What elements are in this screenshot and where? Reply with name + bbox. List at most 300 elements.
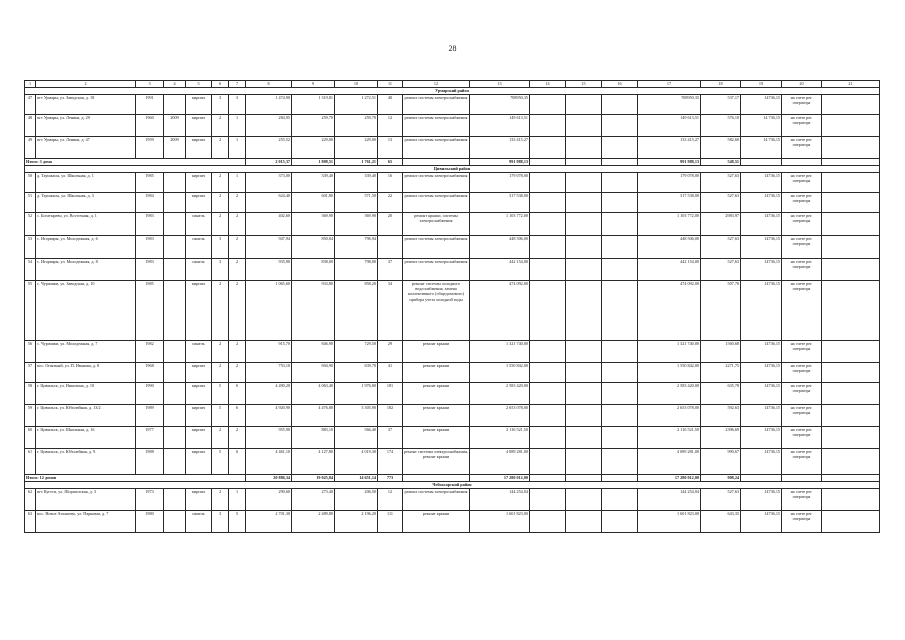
cell-c17: 2 653 078,00 <box>638 405 701 427</box>
cell-floors: 5 <box>212 449 229 475</box>
cell-c18: 527,63 <box>701 259 741 281</box>
cell-work: ремонт системы электроснабжения <box>403 236 470 259</box>
cell-area: 753,10 <box>246 363 292 383</box>
cell-year2 <box>164 213 186 236</box>
cell-c19: 14736,15 <box>741 281 782 341</box>
cell-area_res: 229,00 <box>335 137 378 159</box>
cell-c17: 1 601 823,00 <box>638 511 701 533</box>
total-c21 <box>822 159 880 166</box>
cell-c17: 1 550 842,00 <box>638 363 701 383</box>
district-name: Цивильский район <box>25 166 880 173</box>
table-row <box>25 405 880 427</box>
cell-address: пгт Кугеси, ул. Шоршелская, д. 3 <box>36 489 136 511</box>
cell-c15 <box>566 363 602 383</box>
column-number-3: 3 <box>136 81 164 88</box>
cell-c15 <box>566 405 602 427</box>
cell-cost: 179 078,00 <box>470 173 530 193</box>
cell-n: 51 <box>25 193 36 213</box>
cell-people: 111 <box>378 511 403 533</box>
cell-work: ремонт системы электроснабжения, ремонт крыши <box>403 449 470 475</box>
cell-c20: на счете рег. оператора <box>782 115 822 137</box>
cell-people: 34 <box>378 281 403 341</box>
column-number-21: 21 <box>822 81 880 88</box>
cell-year2 <box>164 193 186 213</box>
cell-c21 <box>822 363 880 383</box>
cell-c18: 527,63 <box>701 173 741 193</box>
cell-c19: 14736,15 <box>741 259 782 281</box>
total-c14 <box>530 159 566 166</box>
cell-area: 1 065,60 <box>246 281 292 341</box>
total-c15 <box>566 159 602 166</box>
cell-entrances: 1 <box>229 137 246 159</box>
cell-c21 <box>822 95 880 115</box>
cell-material: панель <box>186 259 212 281</box>
cell-year2 <box>164 383 186 405</box>
cell-c16 <box>602 383 638 405</box>
total-area-living: 1 808,51 <box>292 159 335 166</box>
cell-year2 <box>164 427 186 449</box>
cell-year2 <box>164 405 186 427</box>
cell-year: 1983 <box>136 213 164 236</box>
cell-c19: 14 736,15 <box>741 115 782 137</box>
cell-c15 <box>566 236 602 259</box>
cell-c16 <box>602 236 638 259</box>
cell-material: панель <box>186 236 212 259</box>
table-row <box>25 115 880 137</box>
cell-c16 <box>602 489 638 511</box>
cell-c18: 527,63 <box>701 236 741 259</box>
cell-cost: 2 583 420,00 <box>470 383 530 405</box>
cell-area_living: 4 476,80 <box>292 405 335 427</box>
cell-c20: на счете рег. оператора <box>782 173 822 193</box>
cell-year2: 2009 <box>164 115 186 137</box>
cell-c17: 442 154,00 <box>638 259 701 281</box>
cell-c20: на счете рег. оператора <box>782 489 822 511</box>
cell-address: пгт Урмары, ул. Заводская, д. 18 <box>36 95 136 115</box>
cell-cost: 708950,35 <box>470 95 530 115</box>
cell-area_living: 339,40 <box>292 173 335 193</box>
page-number: 28 <box>448 44 457 53</box>
cell-n: 60 <box>25 427 36 449</box>
cell-c16 <box>602 173 638 193</box>
cell-floors: 3 <box>212 95 229 115</box>
cell-people: 29 <box>378 341 403 363</box>
cell-area_res: 369,90 <box>335 213 378 236</box>
cell-address: с. Богатырево, ул. Восточная, д. 1 <box>36 213 136 236</box>
cell-people: 174 <box>378 449 403 475</box>
column-number-5: 5 <box>186 81 212 88</box>
cell-c19: 14736,15 <box>741 405 782 427</box>
total-c14 <box>530 475 566 482</box>
cell-entrances: 3 <box>229 95 246 115</box>
cell-floors: 2 <box>212 137 229 159</box>
cell-area_res: 1 272,51 <box>335 95 378 115</box>
cell-year: 1989 <box>136 405 164 427</box>
total-c17: 17 280 012,00 <box>638 475 701 482</box>
cell-c19: 14736,15 <box>741 95 782 115</box>
cell-c15 <box>566 137 602 159</box>
cell-area_res: 796,94 <box>335 236 378 259</box>
total-area-living: 19 025,84 <box>292 475 335 482</box>
column-number-18: 18 <box>701 81 741 88</box>
cell-year2 <box>164 341 186 363</box>
cell-c21 <box>822 281 880 341</box>
cell-year: 1985 <box>136 281 164 341</box>
cell-people: 16 <box>378 173 403 193</box>
cell-floors: 2 <box>212 427 229 449</box>
cell-area_res: 798,00 <box>335 259 378 281</box>
cell-year2 <box>164 259 186 281</box>
cell-year: 1984 <box>136 193 164 213</box>
cell-c17: 448 506,00 <box>638 236 701 259</box>
cell-c19: 14736,15 <box>741 489 782 511</box>
cell-c17: 1 103 772,00 <box>638 213 701 236</box>
total-area: 2 015,37 <box>246 159 292 166</box>
cell-area_living: 1 319,81 <box>292 95 335 115</box>
cell-cost: 2 116 521,50 <box>470 427 530 449</box>
cell-address: пгт Урмары, ул. Ленина, д. 29 <box>36 115 136 137</box>
cell-year: 1959 <box>136 137 164 159</box>
table-row <box>25 449 880 475</box>
district-header-row <box>25 88 880 95</box>
table-row <box>25 383 880 405</box>
cell-n: 54 <box>25 259 36 281</box>
cell-c19: 14736,15 <box>741 449 782 475</box>
total-c16 <box>602 475 638 482</box>
cell-address: с. Чурачики, ул. Молодежная, д. 7 <box>36 341 136 363</box>
cell-c18: 537,17 <box>701 95 741 115</box>
cell-material: панель <box>186 511 212 533</box>
cell-work: ремонт крыши <box>403 427 470 449</box>
cell-year2: 2009 <box>164 137 186 159</box>
cell-c17: 179 078,00 <box>638 173 701 193</box>
table-row <box>25 137 880 159</box>
cell-material: кирпич <box>186 281 212 341</box>
cell-n: 56 <box>25 341 36 363</box>
cell-people: 181 <box>378 383 403 405</box>
cell-work: ремонт системы электроснабжения <box>403 193 470 213</box>
column-number-row <box>25 81 880 88</box>
cell-c21 <box>822 489 880 511</box>
table-row <box>25 236 880 259</box>
cell-cost: 2 653 078,00 <box>470 405 530 427</box>
cell-year2 <box>164 511 186 533</box>
cell-material: кирпич <box>186 363 212 383</box>
cell-c16 <box>602 137 638 159</box>
cell-area: 290,60 <box>246 489 292 511</box>
cell-c20: на счете рег. оператора <box>782 427 822 449</box>
cell-year: 1960 <box>136 115 164 137</box>
cell-area: 373,00 <box>246 173 292 193</box>
cell-c17: 4 089 281,00 <box>638 449 701 475</box>
cell-area_living: 229,00 <box>292 137 335 159</box>
cell-c15 <box>566 213 602 236</box>
cell-work: ремонт крыши <box>403 363 470 383</box>
cell-address: г. Цивильск, ул. Никитина, д. 10 <box>36 383 136 405</box>
cell-year2 <box>164 449 186 475</box>
table-row <box>25 193 880 213</box>
cell-n: 55 <box>25 281 36 341</box>
cell-cost: 317 538,00 <box>470 193 530 213</box>
cell-c14 <box>530 95 566 115</box>
cell-cost: 448 506,00 <box>470 236 530 259</box>
cell-c14 <box>530 259 566 281</box>
cell-year2 <box>164 236 186 259</box>
cell-c20: на счете рег. оператора <box>782 405 822 427</box>
cell-entrances: 2 <box>229 427 246 449</box>
cell-work: ремонт системы электроснабжения <box>403 115 470 137</box>
cell-c18: 527,63 <box>701 489 741 511</box>
cell-c19: 14736,15 <box>741 213 782 236</box>
column-number-1: 1 <box>25 81 36 88</box>
cell-floors: 5 <box>212 383 229 405</box>
cell-n: 62 <box>25 489 36 511</box>
cell-area_res: 566,40 <box>335 427 378 449</box>
column-number-12: 12 <box>403 81 470 88</box>
cell-floors: 2 <box>212 281 229 341</box>
repair-register-table <box>24 80 880 533</box>
cell-n: 50 <box>25 173 36 193</box>
cell-cost: 149 613,51 <box>470 115 530 137</box>
cell-c14 <box>530 173 566 193</box>
cell-c14 <box>530 449 566 475</box>
cell-people: 41 <box>378 363 403 383</box>
cell-c19: 14736,15 <box>741 236 782 259</box>
cell-c17: 474 092,00 <box>638 281 701 341</box>
cell-c14 <box>530 213 566 236</box>
cell-floors: 2 <box>212 341 229 363</box>
column-number-11: 11 <box>378 81 403 88</box>
cell-area_res: 729,50 <box>335 341 378 363</box>
cell-people: 20 <box>378 213 403 236</box>
district-total-row <box>25 159 880 166</box>
cell-area_living: 4 127,80 <box>292 449 335 475</box>
total-c17: 991 988,13 <box>638 159 701 166</box>
total-c18: 548,51 <box>701 159 741 166</box>
cell-c16 <box>602 213 638 236</box>
cell-people: 13 <box>378 137 403 159</box>
cell-entrances: 6 <box>229 449 246 475</box>
cell-address: пос. Опытный, ул. П. Иванова, д. 8 <box>36 363 136 383</box>
cell-c21 <box>822 405 880 427</box>
cell-work: ремонт крыши <box>403 341 470 363</box>
cell-area_living: 369,90 <box>292 213 335 236</box>
cell-material: кирпич <box>186 115 212 137</box>
cell-c16 <box>602 511 638 533</box>
table-row <box>25 427 880 449</box>
table-row <box>25 173 880 193</box>
cell-area: 4 920,90 <box>246 405 292 427</box>
cell-year: 1988 <box>136 449 164 475</box>
column-number-16: 16 <box>602 81 638 88</box>
table-row <box>25 213 880 236</box>
cell-n: 48 <box>25 115 36 137</box>
cell-c15 <box>566 427 602 449</box>
cell-area: 4 461,10 <box>246 449 292 475</box>
cell-c21 <box>822 173 880 193</box>
cell-year: 1983 <box>136 259 164 281</box>
cell-c20: на счете рег. оператора <box>782 341 822 363</box>
cell-work: ремонт системы электроснабжения <box>403 137 470 159</box>
cell-year2 <box>164 95 186 115</box>
cell-area_living: 2 489,80 <box>292 511 335 533</box>
cell-c17: 149 613,51 <box>638 115 701 137</box>
cell-work: ремонт системы электроснабжения <box>403 173 470 193</box>
cell-work: ремонт системы электроснабжения <box>403 95 470 115</box>
cell-c21 <box>822 511 880 533</box>
column-number-9: 9 <box>292 81 335 88</box>
cell-material: кирпич <box>186 405 212 427</box>
cell-entrances: 5 <box>229 511 246 533</box>
district-name: Урмарский район <box>25 88 880 95</box>
cell-material: панель <box>186 213 212 236</box>
cell-address: пгт Урмары, ул. Ленина, д. 47 <box>36 137 136 159</box>
cell-c15 <box>566 383 602 405</box>
cell-material: кирпич <box>186 427 212 449</box>
district-total-row <box>25 475 880 482</box>
cell-c19: 14 736,15 <box>741 137 782 159</box>
cell-c16 <box>602 449 638 475</box>
cell-area: 1 474,90 <box>246 95 292 115</box>
cell-year: 1985 <box>136 173 164 193</box>
cell-area: 915,70 <box>246 341 292 363</box>
total-c19 <box>741 159 782 166</box>
cell-n: 61 <box>25 449 36 475</box>
cell-floors: 3 <box>212 259 229 281</box>
cell-area: 402,60 <box>246 213 292 236</box>
cell-c20: на счете рег. оператора <box>782 281 822 341</box>
cell-people: 37 <box>378 259 403 281</box>
cell-c14 <box>530 281 566 341</box>
total-people: 65 <box>378 159 403 166</box>
cell-c20: на счете рег. оператора <box>782 511 822 533</box>
cell-entrances: 1 <box>229 489 246 511</box>
cell-area_living: 273,40 <box>292 489 335 511</box>
cell-material: кирпич <box>186 95 212 115</box>
total-label: Итого: 3 дома <box>25 159 246 166</box>
column-number-7: 7 <box>229 81 246 88</box>
cell-c16 <box>602 115 638 137</box>
column-number-19: 19 <box>741 81 782 88</box>
cell-address: д. Таушкасы, ул. Школьная, д. 1 <box>36 173 136 193</box>
total-cost: 17 280 012,00 <box>470 475 530 482</box>
cell-c15 <box>566 193 602 213</box>
cell-material: кирпич <box>186 193 212 213</box>
total-area-residential: 14 651,14 <box>335 475 378 482</box>
column-number-13: 13 <box>470 81 530 88</box>
cell-c21 <box>822 427 880 449</box>
total-people: 773 <box>378 475 403 482</box>
cell-c16 <box>602 281 638 341</box>
cell-c16 <box>602 363 638 383</box>
cell-c18: 527,63 <box>701 193 741 213</box>
cell-n: 49 <box>25 137 36 159</box>
cell-c18: 576,10 <box>701 115 741 137</box>
cell-work: ремонт крыши <box>403 383 470 405</box>
cell-c14 <box>530 427 566 449</box>
cell-c20: на счете рег. оператора <box>782 193 822 213</box>
cell-entrances: 6 <box>229 383 246 405</box>
cell-c16 <box>602 193 638 213</box>
cell-area_res: 639,70 <box>335 363 378 383</box>
cell-c17: 2 583 420,00 <box>638 383 701 405</box>
cell-area: 624,40 <box>246 193 292 213</box>
cell-address: с. Игорвары, ул. Молодежная, д. 6 <box>36 236 136 259</box>
cell-c14 <box>530 383 566 405</box>
cell-c21 <box>822 383 880 405</box>
cell-cost: 133 415,27 <box>470 137 530 159</box>
cell-c19: 14736,15 <box>741 511 782 533</box>
cell-area_living: 601,80 <box>292 193 335 213</box>
cell-area_res: 4 019,30 <box>335 449 378 475</box>
cell-c18: 582,60 <box>701 137 741 159</box>
cell-year: 1982 <box>136 341 164 363</box>
cell-year: 1990 <box>136 383 164 405</box>
table-row <box>25 259 880 281</box>
cell-entrances: 2 <box>229 236 246 259</box>
cell-entrances: 6 <box>229 405 246 427</box>
cell-c20: на счете рег. оператора <box>782 213 822 236</box>
cell-c14 <box>530 489 566 511</box>
cell-address: с. Игорвары, ул. Молодежная, д. 8 <box>36 259 136 281</box>
cell-n: 58 <box>25 383 36 405</box>
cell-area_res: 571,50 <box>335 193 378 213</box>
cell-area_living: 694,90 <box>292 363 335 383</box>
cell-year2 <box>164 363 186 383</box>
column-number-14: 14 <box>530 81 566 88</box>
cell-entrances: 2 <box>229 193 246 213</box>
cell-area_res: 259,70 <box>335 115 378 137</box>
cell-c16 <box>602 405 638 427</box>
cell-n: 53 <box>25 236 36 259</box>
cell-c19: 14736,15 <box>741 193 782 213</box>
cell-work: ремонт крыши, системы электроснабжения <box>403 213 470 236</box>
cell-year2 <box>164 281 186 341</box>
cell-c18: 635,78 <box>701 383 741 405</box>
cell-people: 37 <box>378 427 403 449</box>
cell-floors: 2 <box>212 115 229 137</box>
cell-c18: 990,67 <box>701 449 741 475</box>
cell-floors: 3 <box>212 511 229 533</box>
column-number-20: 20 <box>782 81 822 88</box>
cell-area_res: 2 196,20 <box>335 511 378 533</box>
cell-c19: 14736,15 <box>741 363 782 383</box>
cell-cost: 442 154,00 <box>470 259 530 281</box>
cell-area_living: 846,90 <box>292 341 335 363</box>
cell-c17: 2 116 521,50 <box>638 427 701 449</box>
district-header-row <box>25 166 880 173</box>
cell-c21 <box>822 341 880 363</box>
cell-c15 <box>566 511 602 533</box>
cell-year: 1977 <box>136 427 164 449</box>
cell-cost: 1 550 842,00 <box>470 363 530 383</box>
cell-year2 <box>164 173 186 193</box>
cell-address: пос. Новое Атлашево, ул. Парковая, д. 7 <box>36 511 136 533</box>
total-c16 <box>602 159 638 166</box>
cell-c14 <box>530 341 566 363</box>
cell-people: 12 <box>378 115 403 137</box>
cell-year: 1980 <box>136 511 164 533</box>
cell-people: 40 <box>378 95 403 115</box>
cell-area_res: 858,20 <box>335 281 378 341</box>
cell-c20: на счете рег. оператора <box>782 95 822 115</box>
table-row <box>25 363 880 383</box>
cell-c16 <box>602 259 638 281</box>
cell-cost: 1 103 772,00 <box>470 213 530 236</box>
cell-work: ремонт системы электроснабжения <box>403 259 470 281</box>
total-c20 <box>782 475 822 482</box>
cell-entrances: 2 <box>229 281 246 341</box>
